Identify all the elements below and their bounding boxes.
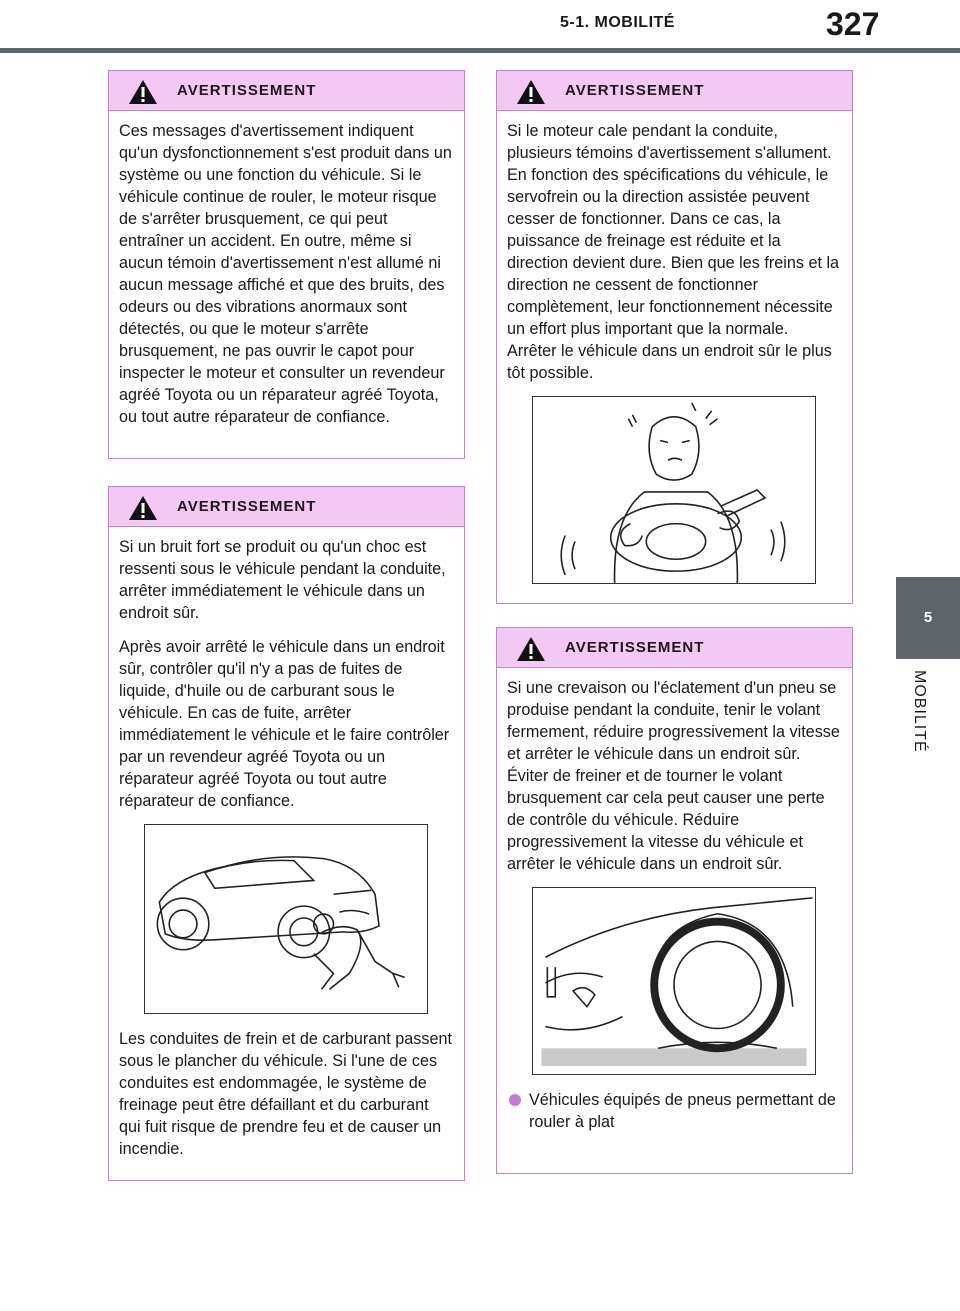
chapter-label: MOBILITÉ [911,670,928,753]
warning-title: AVERTISSEMENT [177,82,317,99]
warning-title: AVERTISSEMENT [177,498,317,515]
warning-text: Si un bruit fort se produit ou qu'un choc est ressenti sous le véhicule pendant la conduite, arrêter immédiatement le véhicule dans un endroit sûr. [119,538,446,622]
bullet-item [507,1089,840,1133]
warning-triangle-icon [516,636,546,662]
warning-box-dysfunction [108,70,465,459]
warning-text: Après avoir arrêté le véhicule dans un endroit sûr, contrôler qu'il n'y a pas de fuites de liquide, d'huile ou de carburant sous le véhicule. En cas de fuite, arrêter immédiatement le véhicule et le faire contrôler par un revendeur agréé Toyota ou un réparateur agréé Toyota ou tout autre réparateur de confiance. [119,638,450,810]
page-number: 327 [826,6,880,42]
warning-header [109,487,464,527]
warning-triangle-icon [516,79,546,105]
bullet-text: Véhicules équipés de pneus permettant de rouler à plat [529,1091,836,1131]
warning-box-engine-stall [496,70,853,604]
warning-title: AVERTISSEMENT [565,639,705,656]
driver-struggling-steering-illustration [532,396,816,584]
warning-header [497,628,852,668]
warning-text: Ces messages d'avertissement indiquent qu'un dysfonctionnement s'est produit dans un système ou une fonction du véhicule. Si le véhicule continue de rouler, le moteur risque de s'arrêter brusquement, ce qui peut entraîner un accident. En outre, même si aucun témoin d'avertissement n'est allumé ni aucun message affiché et que des bruits, des odeurs ou des vibrations anormaux sont détectés, ou que le moteur s'arrête brusquement, ne pas ouvrir le capot pour inspecter le moteur et consulter un revendeur agréé Toyota ou un réparateur agréé Toyota, ou tout autre réparateur de confiance. [119,122,452,426]
car-underbody-inspection-illustration [144,824,428,1014]
warning-box-underbody-impact [108,486,465,1181]
warning-triangle-icon [128,79,158,105]
bullet-dot-icon [509,1094,521,1106]
flat-tire-illustration [532,887,816,1075]
warning-text: Si le moteur cale pendant la conduite, plusieurs témoins d'avertissement s'allument. En fonction des spécifications du véhicule, le servofrein ou la direction assistée peuvent cesser de fonctionner. Dans ce cas, la puissance de freinage est réduite et la direction devient dure. Bien que les freins et la direction ne cessent de fonctionner complètement, leur fonctionnement nécessite un effort plus important que la normale. Arrêter le véhicule dans un endroit sûr le plus tôt possible. [507,122,840,382]
warning-text: Si une crevaison ou l'éclatement d'un pneu se produise pendant la conduite, tenir le volant fermement, réduire progressivement la vitesse et arrêter le véhicule dans un endroit sûr. Éviter de freiner et de tourner le volant brusquement car cela peut causer une perte de contrôle du véhicule. Réduire progressivement la vitesse du véhicule et arrêter le véhicule dans un endroit sûr. [507,679,840,873]
header-rule [0,48,960,53]
warning-header [109,71,464,111]
chapter-tab: 5 [896,577,960,659]
warning-text: Les conduites de frein et de carburant passent sous le plancher du véhicule. Si l'une de ces conduites est endommagée, le système de freinage peut être défaillant et du carburant qui fuit risque de prendre feu et de causer un incendie. [119,1030,452,1158]
section-title: 5-1. MOBILITÉ [560,14,675,31]
warning-header [497,71,852,111]
warning-box-flat-tire [496,627,853,1174]
warning-triangle-icon [128,495,158,521]
warning-title: AVERTISSEMENT [565,82,705,99]
